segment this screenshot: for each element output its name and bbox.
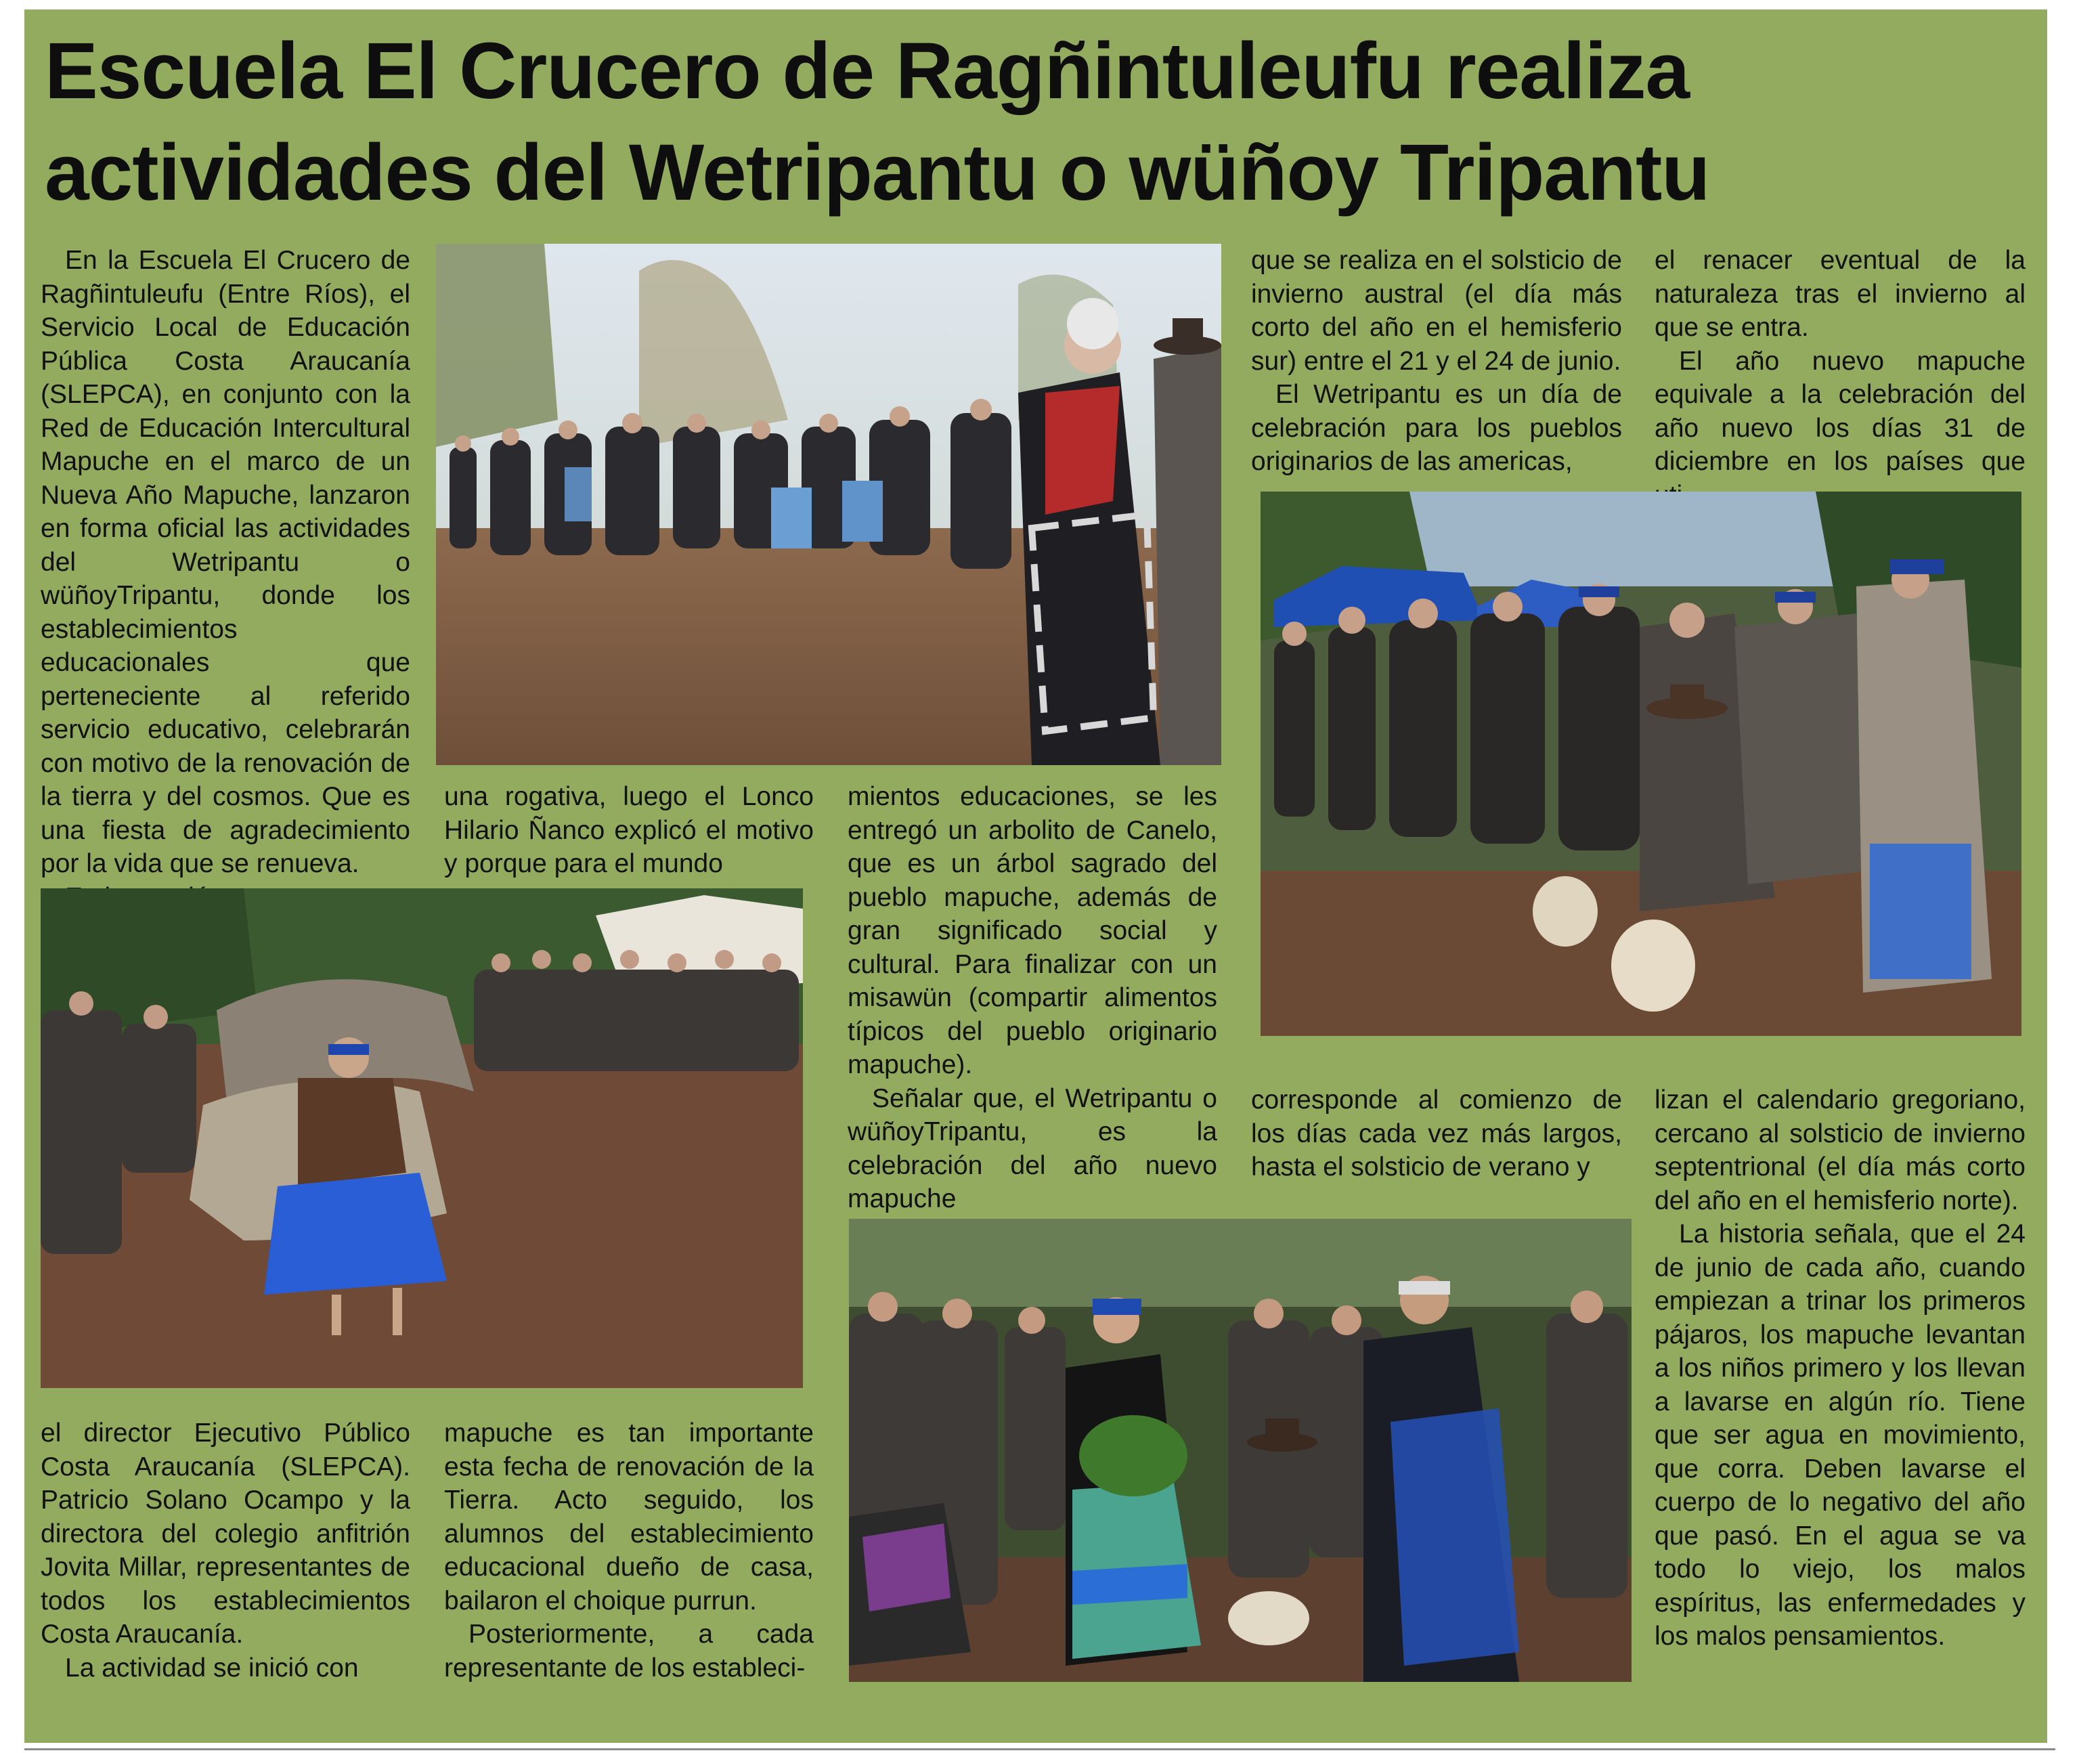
text-col1-top xyxy=(41,244,410,914)
bottom-rule xyxy=(24,1748,2055,1750)
photo-canelo-offering xyxy=(849,1219,1632,1682)
paragraph: El Wetripantu es un día de celebración para los pueblos originarios de las americas, xyxy=(1251,380,1622,476)
text-col2-bottom xyxy=(444,1416,814,1685)
text-col4-top xyxy=(1251,244,1622,479)
paragraph: mapuche es tan importante esta fecha de renovación de la Tierra. Acto seguido, los alumnos del establecimiento educacional dueño de casa, bailaron el choique purrun. xyxy=(444,1419,814,1616)
paragraph: En la Escuela El Crucero de Ragñintuleufu (Entre Ríos), el Servicio Local de Educación Pública Costa Araucanía (SLEPCA), en conjunto con la Red de Educación Intercultural Mapuche en el marco de un Nueva Año Mapuche, lanzaron en forma oficial las actividades del Wetripantu o wüñoyTripantu, donde los establecimientos educacionales que perteneciente al referido servicio educativo, celebrarán con motivo de la renovación de la tierra y del cosmos. Que es una fiesta de agradecimiento por la vida que se renueva. xyxy=(41,246,410,878)
paragraph: La historia señala, que el 24 de junio de cada año, cuando empiezan a trinar los primeros pájaros, los mapuche levantan a los niños primero y los llevan a lavarse en algún río. Tiene que ser agua en movimiento, que corra. Deben lavarse el cuerpo de lo negativo del año que pasó. En el agua se va todo lo viejo, los malos espíritus, las enfermedades y los malos pensamientos. xyxy=(1655,1219,2026,1651)
paragraph: Posteriormente, a cada representante de los estableci- xyxy=(444,1620,814,1683)
paragraph: que se realiza en el solsticio de invierno austral (el día más corto del año en el hemisferio sur) entre el 21 y el 24 de junio. xyxy=(1251,246,1622,376)
text-col1-bottom xyxy=(41,1416,410,1685)
paragraph: el renacer eventual de la naturaleza tras el invierno al que se entra. xyxy=(1655,246,2026,342)
paragraph: el director Ejecutivo Público Costa Araucanía (SLEPCA). Patricio Solano Ocampo y la directora del colegio anfitrión Jovita Millar, representantes de todos los establecimientos Costa Araucanía. xyxy=(41,1419,410,1649)
photo-choique-dance xyxy=(41,888,803,1388)
paragraph: mientos educaciones, se les entregó un arbolito de Canelo, que es un árbol sagrado del pueblo mapuche, además de gran significado social y cultural. Para finalizar con un misawün (compartir alimentos típicos del pueblo originario mapuche). xyxy=(848,782,1217,1079)
photo-drum-ceremony xyxy=(1261,492,2021,1036)
paragraph: lizan el calendario gregoriano, cercano al solsticio de invierno septentrional (el día más corto del año en el hemisferio norte). xyxy=(1655,1085,2026,1215)
text-col2-top xyxy=(444,780,814,881)
text-col4-mid xyxy=(1251,1083,1622,1184)
photo-procession xyxy=(436,244,1221,765)
paragraph: La actividad se inició con xyxy=(65,1653,359,1683)
paragraph: corresponde al comienzo de los días cada vez más largos, hasta el solsticio de verano y xyxy=(1251,1085,1622,1182)
text-col5-bottom xyxy=(1655,1083,2026,1653)
paragraph: El año nuevo mapuche equivale a la celebración del año nuevo los días 31 de diciembre en los países que xyxy=(1655,346,2026,476)
text-col5-top xyxy=(1655,244,2026,512)
paragraph: Señalar que, el Wetripantu o wüñoyTripantu, es la celebración del año nuevo mapuche xyxy=(848,1083,1217,1213)
article-headline: Escuela El Crucero de Ragñintuleufu realiza actividades del Wetripantu o wüñoy Tripantu xyxy=(45,26,1710,217)
paragraph: una rogativa, luego el Lonco Hilario Ñanco explicó el motivo y porque para el mundo xyxy=(444,782,814,878)
text-col3-mid xyxy=(848,780,1217,1216)
